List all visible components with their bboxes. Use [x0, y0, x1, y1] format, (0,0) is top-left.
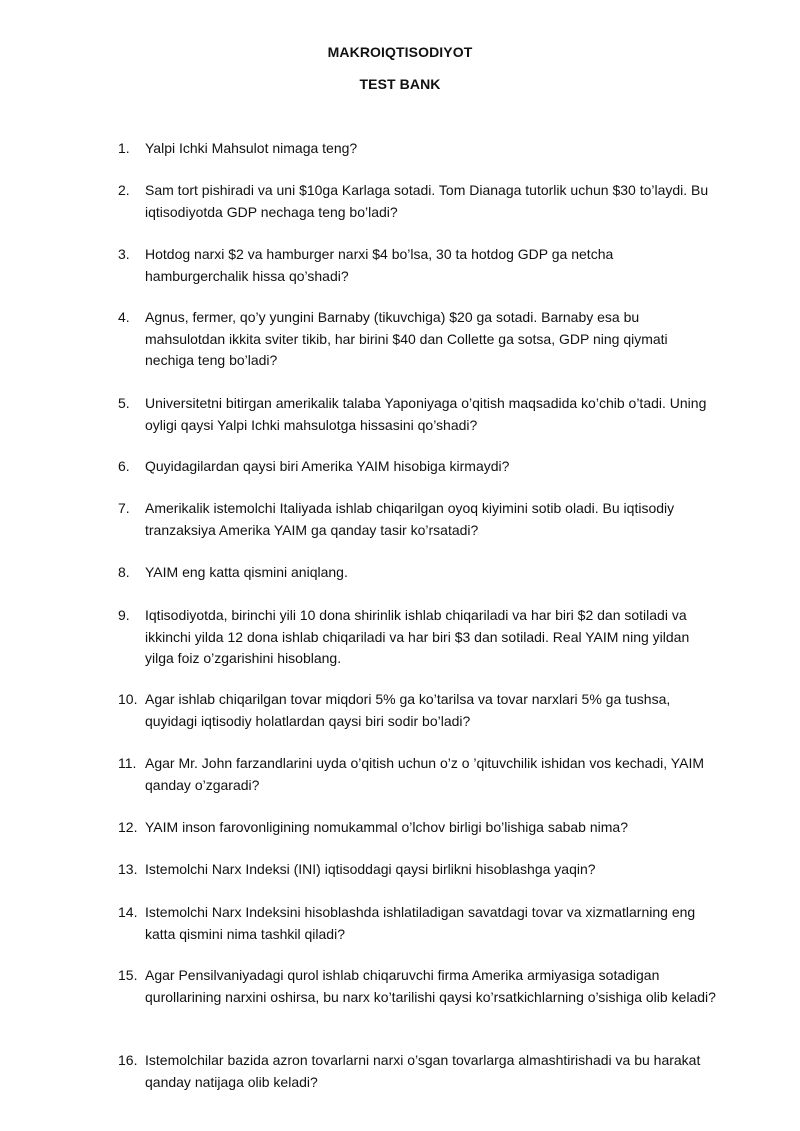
- question-item-5: [118, 393, 718, 436]
- question-text: Yalpi Ichki Mahsulot nimaga teng?: [145, 140, 358, 156]
- question-text: Iqtisodiyotda, birinchi yili 10 dona shirinlik ishlab chiqariladi va har biri $2 dan sotiladi va ikkinchi yilda 12 dona ishlab chiqariladi va har biri $3 dan sotiladi. Real YAIM ning yildan yilga foiz o’zgarishini hisoblang.: [145, 607, 690, 666]
- question-number: 10.: [118, 691, 138, 707]
- question-number: 3.: [118, 246, 130, 262]
- question-text: Istemolchi Narx Indeksini hisoblashda ishlatiladigan savatdagi tovar va xizmatlarning eng katta qismini nima tashkil qiladi?: [145, 904, 696, 942]
- question-text: Agnus, fermer, qo’y yungini Barnaby (tikuvchiga) $20 ga sotadi. Barnaby esa bu mahsulotdan ikkita sviter tikib, har birini $40 dan Collette ga sotsa, GDP ning qiymati nechiga teng bo’ladi?: [145, 309, 668, 368]
- question-item-4: [118, 307, 718, 372]
- question-number: 16.: [118, 1052, 138, 1068]
- question-number: 15.: [118, 967, 138, 983]
- question-number: 11.: [118, 755, 137, 771]
- question-item-11: [118, 753, 718, 796]
- question-item-10: [118, 689, 718, 732]
- question-item-14: [118, 902, 718, 945]
- question-number: 8.: [118, 564, 130, 580]
- question-number: 4.: [118, 309, 130, 325]
- question-number: 9.: [118, 607, 130, 623]
- document-title: MAKROIQTISODIYOT: [327, 44, 473, 60]
- question-text: Amerikalik istemolchi Italiyada ishlab chiqarilgan oyoq kiyimini sotib oladi. Bu iqtisodiy tranzaksiya Amerika YAIM ga qanday tasir ko’rsatadi?: [145, 500, 675, 538]
- question-number: 14.: [118, 904, 138, 920]
- question-item-2: [118, 180, 718, 223]
- question-item-1: [118, 138, 718, 160]
- question-number: 12.: [118, 819, 138, 835]
- question-text: Agar Mr. John farzandlarini uyda o’qitish uchun o’z o ’qituvchilik ishidan vos kechadi, YAIM qanday o’zgaradi?: [145, 755, 704, 793]
- question-item-7: [118, 498, 718, 541]
- question-text: Universitetni bitirgan amerikalik talaba Yaponiyaga o’qitish maqsadida ko’chib o’tadi. Uning oyligi qaysi Yalpi Ichki mahsulotga hissasini qo’shadi?: [145, 395, 707, 433]
- question-text: Istemolchi Narx Indeksi (INI) iqtisoddagi qaysi birlikni hisoblashga yaqin?: [145, 861, 596, 877]
- question-text: Quyidagilardan qaysi biri Amerika YAIM hisobiga kirmaydi?: [145, 458, 510, 474]
- question-item-3: [118, 244, 718, 287]
- question-item-12: [118, 817, 718, 839]
- document-subtitle: TEST BANK: [359, 76, 441, 92]
- question-text: Agar Pensilvaniyadagi qurol ishlab chiqaruvchi firma Amerika armiyasiga sotadigan qurollarining narxini oshirsa, bu narx ko’tarilishi qaysi ko’rsatkichlarning o’sishiga olib keladi?: [145, 967, 716, 1005]
- question-text: YAIM inson farovonligining nomukammal o’lchov birligi bo’lishiga sabab nima?: [145, 819, 628, 835]
- question-text: Sam tort pishiradi va uni $10ga Karlaga sotadi. Tom Dianaga tutorlik uchun $30 to’laydi. Bu iqtisodiyotda GDP nechaga teng bo’ladi?: [145, 182, 709, 220]
- question-item-15: [118, 965, 718, 1008]
- question-item-16: [118, 1050, 718, 1093]
- question-number: 2.: [118, 182, 130, 198]
- question-number: 6.: [118, 458, 130, 474]
- question-text: YAIM eng katta qismini aniqlang.: [145, 564, 348, 580]
- question-item-13: [118, 859, 718, 881]
- question-text: Istemolchilar bazida azron tovarlarni narxi o’sgan tovarlarga almashtirishadi va bu harakat qanday natijaga olib keladi?: [145, 1052, 701, 1090]
- question-number: 7.: [118, 500, 130, 516]
- question-number: 13.: [118, 861, 138, 877]
- question-number: 1.: [118, 140, 130, 156]
- question-number: 5.: [118, 395, 130, 411]
- question-item-6: [118, 456, 718, 478]
- question-text: Hotdog narxi $2 va hamburger narxi $4 bo’lsa, 30 ta hotdog GDP ga netcha hamburgerchalik hissa qo’shadi?: [145, 246, 614, 284]
- question-item-8: [118, 562, 718, 584]
- question-text: Agar ishlab chiqarilgan tovar miqdori 5% ga ko’tarilsa va tovar narxlari 5% ga tushsa, quyidagi iqtisodiy holatlardan qaysi biri sodir bo’ladi?: [145, 691, 671, 729]
- question-item-9: [118, 605, 718, 670]
